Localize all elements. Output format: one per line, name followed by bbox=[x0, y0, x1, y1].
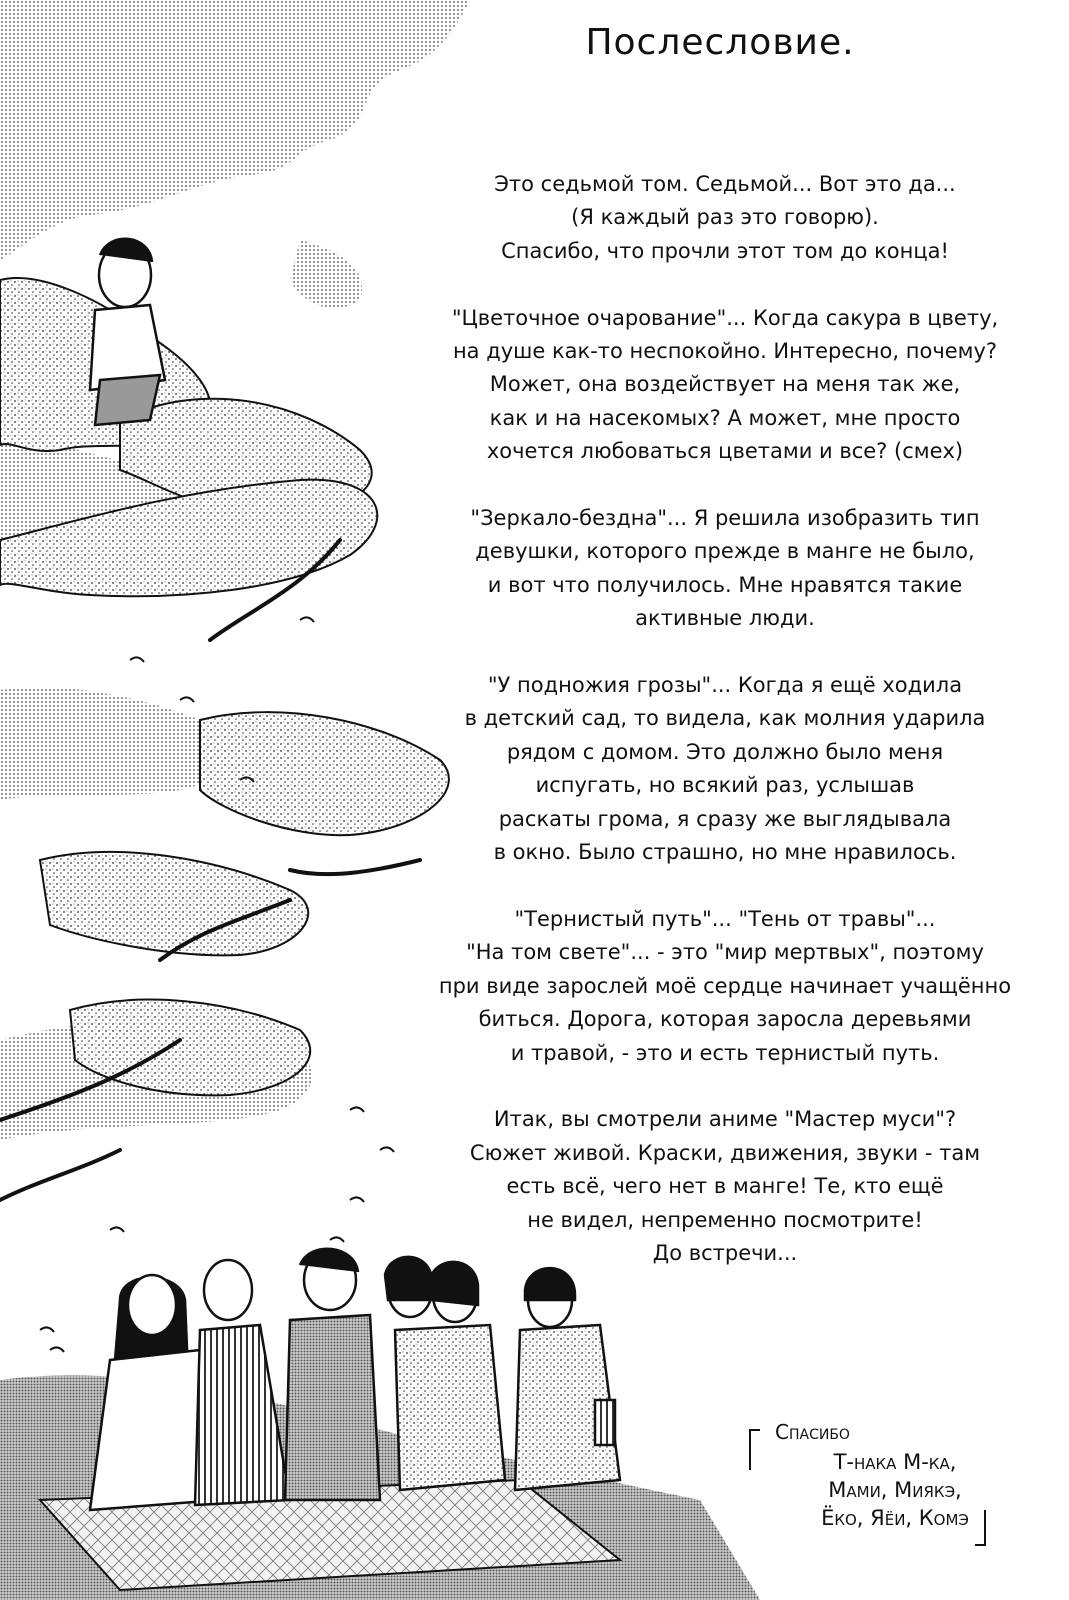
text-line: в детский сад, то видела, как молния ударила bbox=[464, 706, 986, 731]
thanks-name-line: Т-нака М-ка, bbox=[833, 1450, 957, 1474]
text-line: в окно. Было страшно, но мне нравилось. bbox=[493, 840, 957, 865]
text-line: на душе как-то неспокойно. Интересно, почему? bbox=[452, 339, 998, 364]
text-line: девушки, которого прежде в манге не было, bbox=[475, 539, 975, 564]
thanks-name-line: Ёко, Яёи, Комэ bbox=[821, 1506, 969, 1530]
text-line: "На том свете"... - это "мир мертвых", поэтому bbox=[466, 940, 984, 965]
text-line: рядом с домом. Это должно было меня bbox=[506, 739, 944, 764]
text-line: при виде зарослей моё сердце начинает учащённо bbox=[438, 973, 1012, 998]
sky-tone-mid bbox=[0, 687, 229, 800]
text-line: активные люди. bbox=[635, 606, 815, 631]
thanks-heading: Спасибо bbox=[775, 1420, 850, 1444]
text-line: раскаты грома, я сразу же выглядывала bbox=[498, 806, 952, 831]
afterword-body bbox=[405, 168, 1045, 1270]
text-line: Это седьмой том. Седьмой... Вот это да... bbox=[494, 172, 956, 196]
thanks-names bbox=[775, 1448, 1015, 1532]
man-in-tree bbox=[90, 239, 165, 425]
text-line: "У подножия грозы"... Когда я ещё ходила bbox=[487, 673, 963, 698]
text-line: Сюжет живой. Краски, движения, звуки - там bbox=[469, 1140, 981, 1165]
text-line: До встречи... bbox=[652, 1240, 798, 1265]
text-line: биться. Дорога, которая заросла деревьями bbox=[478, 1007, 972, 1032]
text-line: Итак, вы смотрели аниме "Мастер муси"? bbox=[493, 1107, 957, 1132]
paragraph-6 bbox=[405, 1103, 1045, 1270]
text-line: хочется любоваться цветами и все? (смех) bbox=[486, 439, 964, 464]
text-line: (Я каждый раз это говорю). bbox=[571, 205, 879, 230]
thanks-box bbox=[745, 1420, 1045, 1570]
paragraph-2 bbox=[405, 302, 1045, 469]
page-title: Послесловие. bbox=[585, 22, 855, 63]
sky-tone-right-small bbox=[290, 240, 362, 308]
text-line: и травой, - это и есть тернистый путь. bbox=[510, 1040, 940, 1065]
text-line: не видел, непременно посмотрите! bbox=[527, 1207, 923, 1232]
text-line: и вот что получилось. Мне нравятся такие bbox=[487, 572, 963, 597]
thanks-name-line: Мами, Миякэ, bbox=[828, 1478, 962, 1502]
text-line: Спасибо, что прочли этот том до конца! bbox=[501, 238, 949, 263]
blossom-cluster-5 bbox=[40, 852, 308, 955]
text-line: есть всё, чего нет в манге! Те, кто ещё bbox=[506, 1174, 944, 1199]
text-line: Может, она воздействует на меня так же, bbox=[489, 372, 961, 397]
text-line: как и на насекомых? А может, мне просто bbox=[489, 405, 961, 430]
paragraph-3 bbox=[405, 502, 1045, 636]
paragraph-5 bbox=[405, 903, 1045, 1070]
paragraph-1 bbox=[405, 168, 1045, 268]
paragraph-4 bbox=[405, 669, 1045, 869]
text-line: "Тернистый путь"... "Тень от травы"... bbox=[514, 906, 936, 931]
group-of-people bbox=[90, 1249, 620, 1510]
text-line: "Цветочное очарование"... Когда сакура в цвету, bbox=[451, 305, 999, 330]
text-line: испугать, но всякий раз, услышав bbox=[535, 773, 915, 798]
text-line: "Зеркало-бездна"... Я решила изобразить тип bbox=[470, 506, 980, 531]
sky-tone-top bbox=[0, 0, 470, 260]
